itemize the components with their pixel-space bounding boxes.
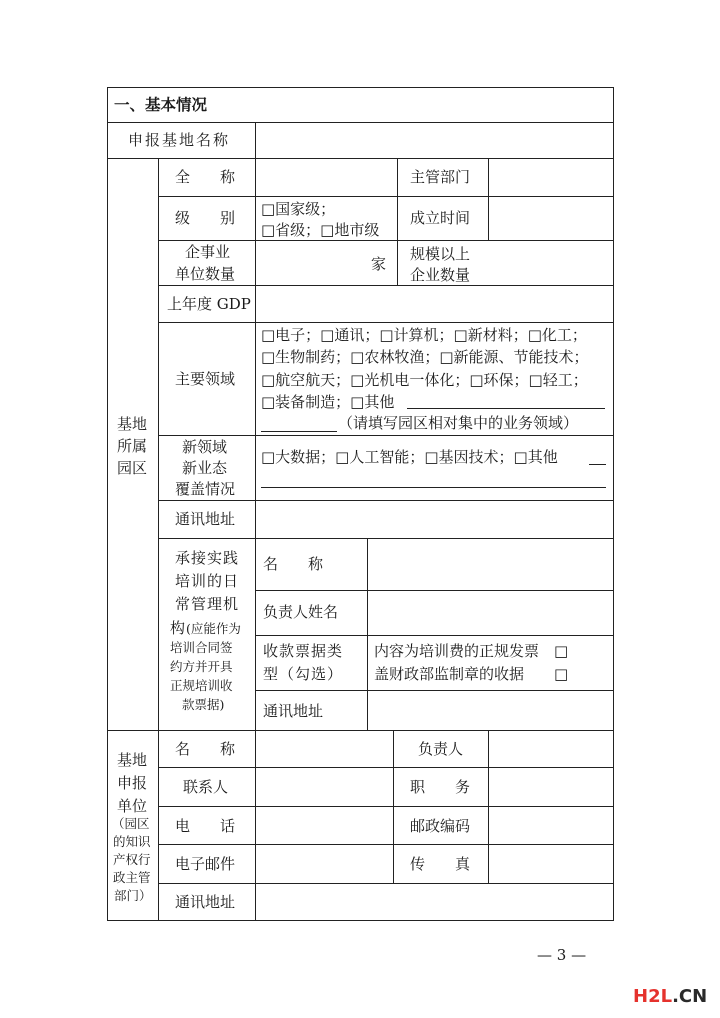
receipt-option-receipt[interactable]: 盖财政部监制章的收据 □ [374,665,569,683]
new-label-3: 覆盖情况 [175,480,236,498]
fields-note-underline[interactable] [261,431,337,432]
full-name-label: 全 称 [175,168,236,186]
org-name-label: 名 称 [263,555,324,573]
unit-contact-label: 联系人 [183,778,229,796]
unit-side-label-2: 申报 [117,774,148,792]
col-line [367,538,368,730]
col-line [255,122,256,158]
unit-postcode-label: 邮政编码 [410,817,471,835]
org-note-1: 培训合同签 [170,640,233,655]
unit-fax-label: 传 真 [410,855,471,873]
unit-address-label: 通讯地址 [175,893,236,911]
fields-line-3[interactable]: □航空航天；□光机电一体化；□环保；□轻工； [261,371,588,389]
new-second-underline[interactable] [261,487,606,488]
row-line [158,844,614,845]
fields-line-1[interactable]: □电子；□通讯；□计算机；□新材料；□化工； [261,326,587,344]
fields-other-underline[interactable] [407,408,605,409]
unit-side-note-2: 的知识 [113,834,151,849]
row-line [107,122,614,123]
level-option-national[interactable]: □国家级； [261,200,336,218]
unit-name-label: 名 称 [175,740,236,758]
org-label-3: 常管理机 [175,595,240,613]
park-side-label-1: 基地 [117,415,148,433]
park-side-label-3: 园区 [117,459,148,477]
page-number: — 3 — [537,946,587,964]
unit-side-label-1: 基地 [117,751,148,769]
new-other-underline[interactable] [589,464,606,465]
unit-side-note-4: 政主管 [113,870,151,885]
unit-phone-label: 电 话 [175,817,236,835]
new-options[interactable]: □大数据；□人工智能；□基因技术；□其他 [261,448,558,466]
level-option-province-city[interactable]: □省级；□地市级 [261,221,380,239]
receipt-label-2: 型（勾选） [263,665,344,683]
col-line [488,730,489,883]
row-line [158,196,614,197]
unit-side-note-5: 部门） [114,888,152,903]
enterprise-label-2: 单位数量 [175,265,236,283]
fields-line-2[interactable]: □生物制药；□农林牧渔；□新能源、节能技术； [261,348,589,366]
enterprise-unit: 家 [371,255,387,273]
fields-note: （请填写园区相对集中的业务领域） [338,414,579,432]
org-head-label: 负责人姓名 [263,603,339,621]
row-line [158,767,614,768]
receipt-label-1: 收款票据类 [263,642,344,660]
unit-side-note-1: （园区 [112,816,150,831]
org-note-0: (应能作为 [186,621,241,636]
watermark-logo: H2L.CN [633,986,708,1007]
scale-label-1: 规模以上 [410,245,471,263]
section-title: 一、基本情况 [114,96,208,114]
base-name-label: 申报基地名称 [128,131,231,149]
park-address-label: 通讯地址 [175,510,236,528]
row-line [107,730,614,731]
level-label: 级 别 [175,209,236,227]
org-label-1: 承接实践 [175,549,240,567]
col-line [255,158,256,920]
receipt-option-invoice[interactable]: 内容为培训费的正规发票 □ [374,642,569,660]
new-label-2: 新业态 [182,459,228,477]
org-address-label: 通讯地址 [263,702,324,720]
row-line [158,538,614,539]
unit-side-note-3: 产权行 [113,852,151,867]
enterprise-label-1: 企事业 [185,243,231,261]
col-line [488,158,489,240]
row-line [255,690,614,691]
org-note-4: 款票据) [182,697,225,712]
row-line [255,590,614,591]
fields-line-4[interactable]: □装备制造；□其他 [261,393,395,411]
new-label-1: 新领域 [182,438,228,456]
unit-position-label: 职 务 [410,778,471,796]
dept-label: 主管部门 [410,168,471,186]
unit-head-label: 负责人 [418,740,464,758]
est-time-label: 成立时间 [410,209,471,227]
col-line [397,158,398,285]
col-line [393,730,394,883]
park-side-label-2: 所属 [117,437,148,455]
org-label-2: 培训的日 [175,572,240,590]
row-line [158,806,614,807]
unit-side-label-3: 单位 [117,797,148,815]
gdp-label: 上年度 GDP [167,295,251,313]
row-line [255,635,614,636]
fields-label: 主要领域 [175,370,236,388]
org-note-2: 约方并开具 [170,659,233,674]
row-line [107,158,614,159]
row-line [158,883,614,884]
org-note-3: 正规培训收 [170,678,233,693]
unit-email-label: 电子邮件 [175,855,236,873]
scale-label-2: 企业数量 [410,266,471,284]
col-line [158,158,159,920]
org-label-4: 构 [170,619,186,637]
